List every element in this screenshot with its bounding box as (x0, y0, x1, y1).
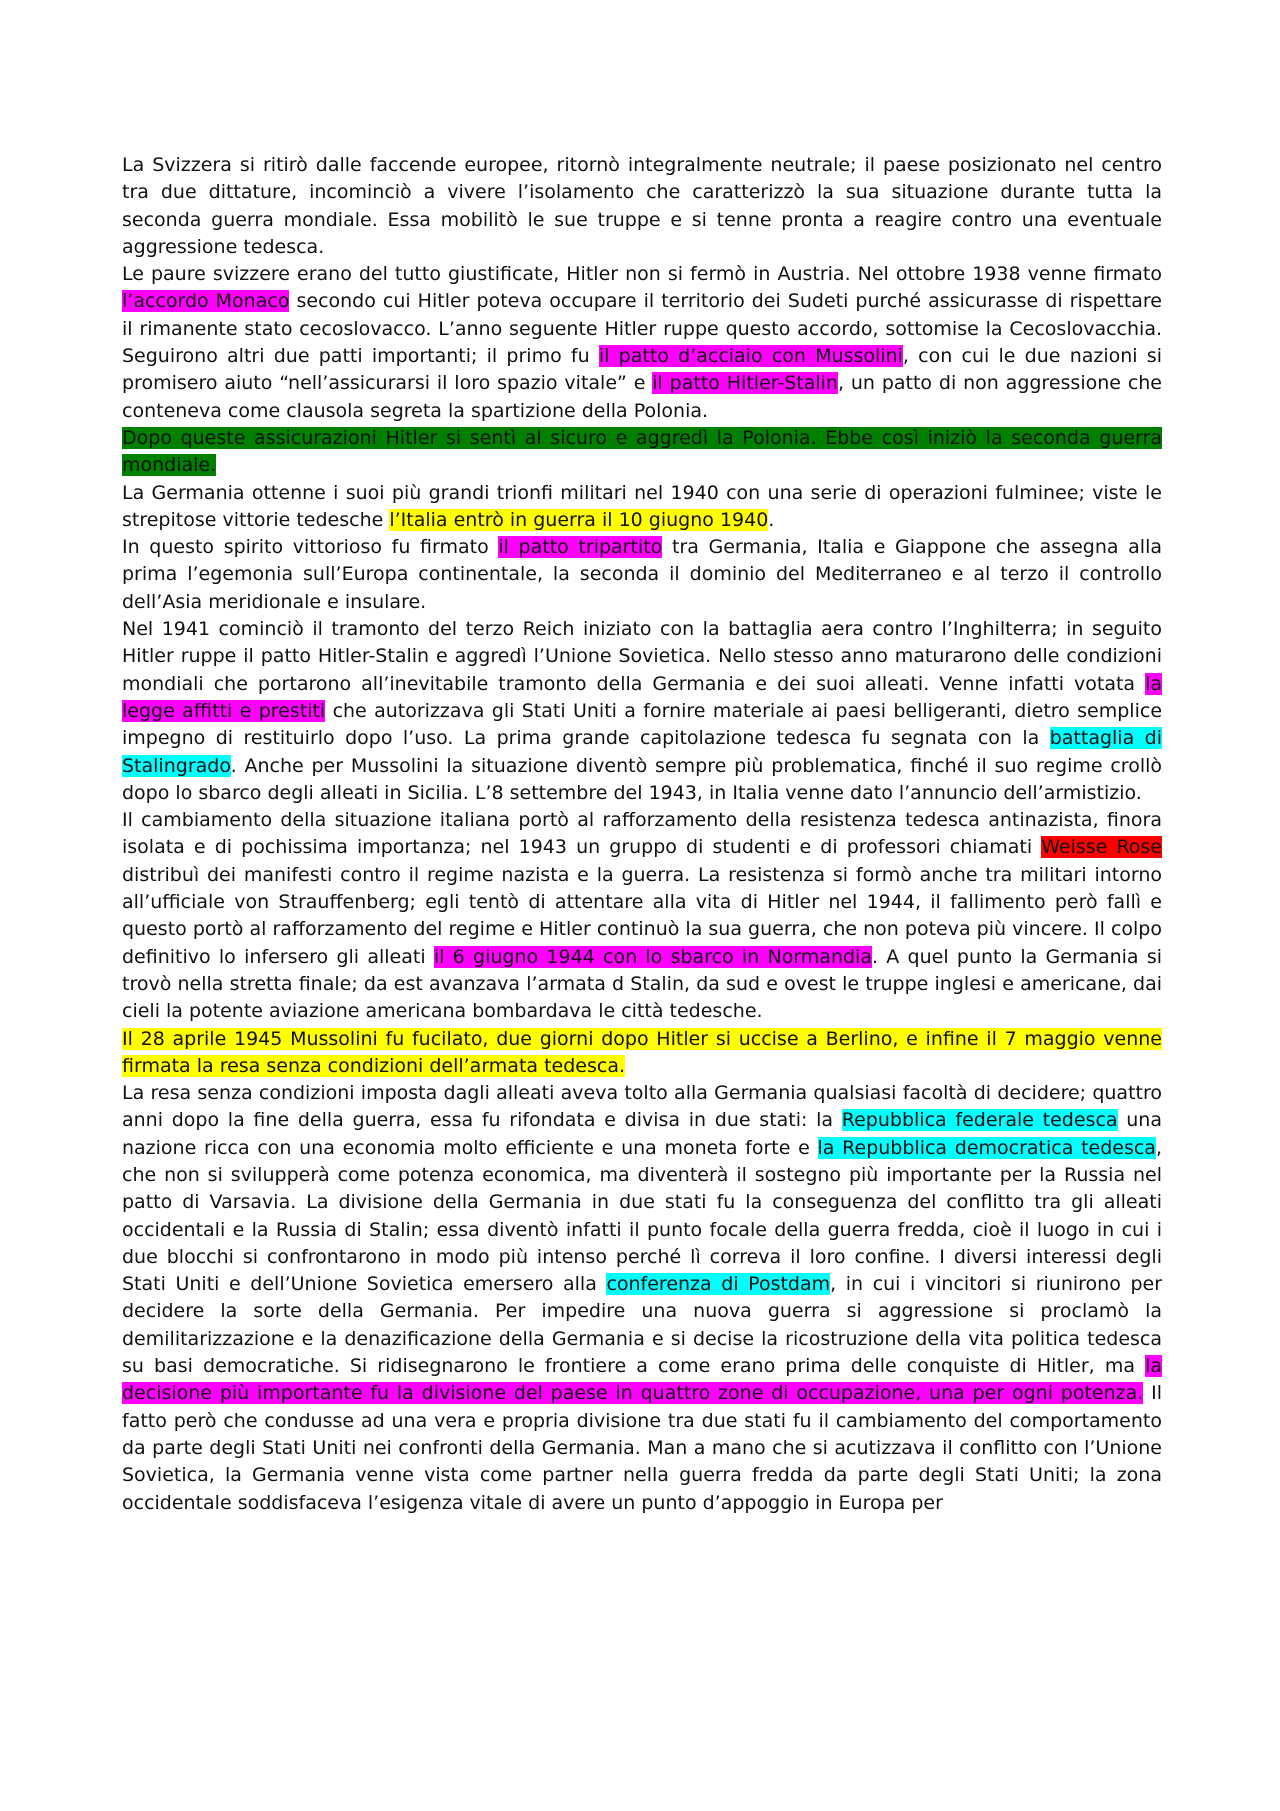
body-text: , con cui le due nazioni si promisero aiuto “nell’assicurarsi il loro spazio vitale” e (122, 345, 1162, 395)
highlighted-text-magenta: l’accordo Monaco (122, 290, 290, 313)
highlighted-text-red: Weisse Rose (1041, 836, 1162, 859)
paragraph (122, 152, 1162, 261)
body-text: , un patto di non aggressione che conteneva come clausola segreta la spartizione della Polonia. (122, 372, 1162, 422)
highlighted-text-yellow: Il 28 aprile 1945 Mussolini fu fucilato, due giorni dopo Hitler si uccise a Berlino, e infine il 7 maggio venne firmata la resa senza condizioni dell’armata tedesca. (122, 1027, 1162, 1077)
paragraph (122, 1026, 1162, 1081)
highlighted-text-cyan: battaglia di Stalingrado (122, 727, 1162, 777)
body-text: La resa senza condizioni imposta dagli alleati aveva tolto alla Germania qualsiasi facoltà di decidere; quattro anni dopo la fine della guerra, essa fu rifondata e divisa in due stati: la (122, 1082, 1162, 1132)
paragraph (122, 616, 1162, 807)
highlighted-text-magenta: la decisione più importante fu la divisione del paese in quattro zone di occupazione, una per ogni potenza. (122, 1355, 1162, 1405)
highlighted-text-yellow: l’Italia entrò in guerra il 10 giugno 1940 (389, 508, 769, 531)
body-text: tra Germania, Italia e Giappone che assegna alla prima l’egemonia sull’Europa continentale, la seconda il dominio del Mediterraneo e al terzo il controllo dell’Asia meridionale e insulare. (122, 536, 1162, 613)
paragraph (122, 480, 1162, 535)
body-text: , che non si svilupperà come potenza economica, ma diventerà il sostegno più importante per la Russia nel patto di Varsavia. La divisione della Germania in due stati fu la conseguenza del conflitto tra gli alleati occidentali e la Russia di Stalin; essa diventò infatti il punto focale della guerra fredda, cioè il luogo in cui i due blocchi si confrontarono in modo più intenso perché lì correva il loro confine. I diversi interessi degli Stati Uniti e dell’Unione Sovietica emersero alla (122, 1136, 1162, 1296)
highlighted-text-magenta: il 6 giugno 1944 con lo sbarco in Normandia (433, 945, 872, 968)
body-text: La Germania ottenne i suoi più grandi trionfi militari nel 1940 con una serie di operazioni fulminee; viste le strepitose vittorie tedesche (122, 481, 1162, 531)
body-text: una nazione ricca con una economia molto efficiente e una moneta forte e (122, 1109, 1162, 1159)
highlighted-text-magenta: il patto tripartito (498, 536, 663, 559)
body-text: Il fatto però che condusse ad una vera e propria divisione tra due stati fu il cambiamento del comportamento da parte degli Stati Uniti nei confronti della Germania. Man a mano che si acutizzava il conflitto con l’Unione Sovietica, la Germania venne vista come partner nella guerra fredda da parte degli Stati Uniti; la zona occidentale soddisfaceva l’esigenza vitale di avere un punto d’appoggio in Europa per (122, 1382, 1163, 1514)
highlighted-text-cyan: Repubblica federale tedesca (841, 1109, 1118, 1132)
highlighted-text-magenta: la legge affitti e prestiti (122, 672, 1162, 722)
paragraph (122, 261, 1162, 425)
body-text: La Svizzera si ritirò dalle faccende europee, ritornò integralmente neutrale; il paese posizionato nel centro tra due dittature, incominciò a vivere l’isolamento che caratterizzò la sua situazione durante tutta la seconda guerra mondiale. Essa mobilitò le sue truppe e si tenne pronta a reagire contro una eventuale aggressione tedesca. (122, 154, 1162, 258)
paragraph (122, 807, 1162, 1025)
paragraph (122, 425, 1162, 480)
document-page (122, 152, 1162, 1517)
body-text: Nel 1941 cominciò il tramonto del terzo Reich iniziato con la battaglia aera contro l’Inghilterra; in seguito Hitler ruppe il patto Hitler-Stalin e aggredì l’Unione Sovietica. Nello stesso anno maturarono delle condizioni mondiali che portarono all’inevitabile tramonto della Germania e dei suoi alleati. Venne infatti votata (122, 618, 1162, 695)
body-text: distribuì dei manifesti contro il regime nazista e la guerra. La resistenza si formò anche tra militari intorno all’ufficiale von Strauffenberg; egli tentò di attentare alla vita di Hitler nel 1944, il fallimento però fallì e questo portò al rafforzamento del regime e Hitler continuò la sua guerra, che non poteva più vincere. Il colpo definitivo lo infersero gli alleati (122, 863, 1162, 968)
body-text: . A quel punto la Germania si trovò nella stretta finale; da est avanzava l’armata d Stalin, da sud e ovest le truppe inglesi e americane, dai cieli la potente aviazione americana bombardava le città tedesche. (122, 945, 1163, 1023)
paragraph (122, 534, 1162, 616)
highlighted-text-cyan: la Repubblica democratica tedesca (817, 1136, 1156, 1159)
body-text: . Anche per Mussolini la situazione diventò sempre più problematica, finché il suo regime crollò dopo lo sbarco degli alleati in Sicilia. L’8 settembre del 1943, in Italia venne dato l’annuncio dell’armistizio. (122, 754, 1162, 804)
paragraph (122, 1080, 1162, 1517)
body-text: secondo cui Hitler poteva occupare il territorio dei Sudeti purché assicurasse di rispettare il rimanente stato cecoslovacco. L’anno seguente Hitler ruppe questo accordo, sottomise la Cecoslovacchia. Seguirono altri due patti importanti; il primo fu (122, 290, 1162, 368)
body-text: , in cui i vincitori si riunirono per decidere la sorte della Germania. Per impedire una nuova guerra si aggressione si proclamò la demilitarizzazione e la denazificazione della Germania e si decise la ricostruzione della vita politica tedesca su basi democratiche. Si ridisegnarono le frontiere a come erano prima delle conquiste di Hitler, ma (122, 1273, 1162, 1378)
body-text: Il cambiamento della situazione italiana portò al rafforzamento della resistenza tedesca antinazista, finora isolata e di pochissima importanza; nel 1943 un gruppo di studenti e di professori chiamati (122, 809, 1162, 859)
body-text: In questo spirito vittorioso fu firmato (122, 536, 499, 559)
body-text: . (768, 508, 775, 531)
highlighted-text-cyan: conferenza di Postdam (606, 1273, 831, 1296)
body-text: Le paure svizzere erano del tutto giustificate, Hitler non si fermò in Austria. Nel ottobre 1938 venne firmato (122, 263, 1162, 286)
highlighted-text-magenta: il patto d’acciaio con Mussolini (598, 345, 903, 368)
highlighted-text-green: Dopo queste assicurazioni Hitler si sentì al sicuro e aggredì la Polonia. Ebbe così iniziò la seconda guerra mondiale. (122, 426, 1162, 477)
body-text: che autorizzava gli Stati Uniti a fornire materiale ai paesi belligeranti, dietro semplice impegno di restituirlo dopo l’uso. La prima grande capitolazione tedesca fu segnata con la (122, 699, 1163, 750)
highlighted-text-magenta: il patto Hitler-Stalin (652, 372, 838, 395)
